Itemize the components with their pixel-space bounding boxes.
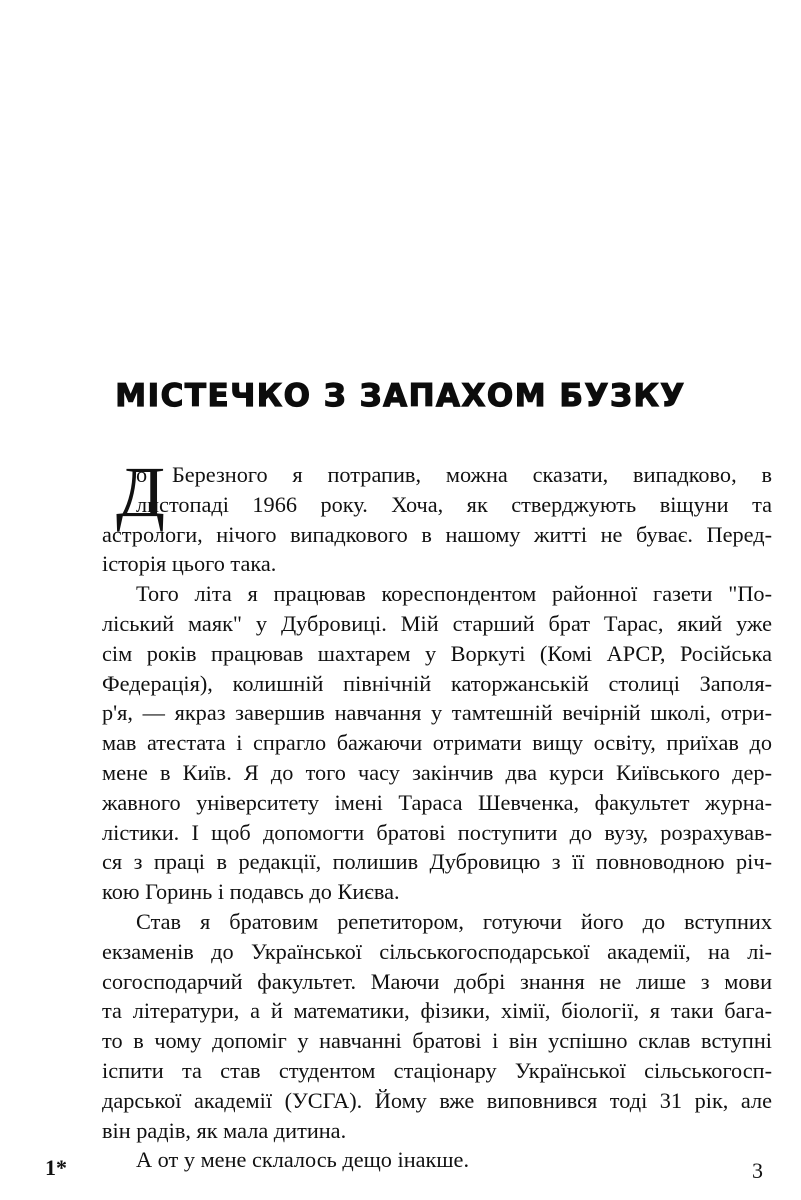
text-line: листопаді 1966 року. Хоча, як стверджують віщуни та xyxy=(136,491,772,517)
text-line: екзаменів до Української сільськогосподарської академії, на лі- xyxy=(102,938,772,964)
text-line: іспити та став студентом стаціонару Української сільськогосп- xyxy=(102,1057,772,1083)
text-line: мене в Київ. Я до того часу закінчив два курси Київського дер- xyxy=(102,759,772,785)
text-line: жавного університету імені Тараса Шевченка, факультет журна- xyxy=(102,789,772,815)
signature-mark: 1* xyxy=(45,1155,67,1180)
text-line: Став я братовим репетитором, готуючи його до вступних xyxy=(136,908,772,934)
text-line: согосподарчий факультет. Маючи добрі знання не лише з мови xyxy=(102,968,772,994)
drop-cap-letter: Д xyxy=(116,452,166,532)
text-line: лістики. І щоб допомогти братові поступити до вузу, розрахував- xyxy=(102,819,772,845)
paragraph-3 xyxy=(102,907,772,1145)
text-line: історія цього така. xyxy=(102,551,277,577)
chapter-title: МІСТЕЧКО З ЗАПАХОМ БУЗКУ xyxy=(115,378,686,414)
chapter-text xyxy=(102,452,772,1175)
text-line: та літератури, а й математики, фізики, хімії, біології, я таки бага- xyxy=(102,998,772,1024)
text-line: ся з праці в редакції, полишив Дубровицю з її повноводною річ- xyxy=(102,849,772,875)
text-line: сім років працював шахтарем у Воркуті (Комі АРСР, Російська xyxy=(102,640,772,666)
text-line: Того літа я працював кореспондентом районної газети "По- xyxy=(136,581,772,607)
text-line: кою Горинь і подавсь до Києва. xyxy=(102,879,400,905)
text-line: то в чому допоміг у навчанні братові і він успішно склав вступні xyxy=(102,1028,772,1054)
page-number: 3 xyxy=(752,1158,763,1183)
text-line: ліський маяк" у Дубровиці. Мій старший брат Тарас, який уже xyxy=(102,610,772,636)
text-line: астрологи, нічого випадкового в нашому житті не буває. Перед- xyxy=(102,521,772,547)
text-line: Федерація), колишній північній каторжанській столиці Заполя- xyxy=(102,670,772,696)
text-line: р'я, — якраз завершив навчання у тамтешній вечірній школі, отри- xyxy=(102,700,772,726)
text-line: А от у мене склалось дещо інакше. xyxy=(136,1147,470,1173)
text-line: він радів, як мала дитина. xyxy=(102,1117,347,1143)
paragraph-4 xyxy=(102,1145,772,1175)
text-line: дарської академії (УСГА). Йому вже виповнився тоді 31 рік, але xyxy=(102,1087,772,1113)
text-line: о Березного я потрапив, можна сказати, випадково, в xyxy=(136,462,772,487)
paragraph-1 xyxy=(102,452,772,579)
text-line: мав атестата і спрагло бажаючи отримати вищу освіту, приїхав до xyxy=(102,730,772,756)
paragraph-2 xyxy=(102,579,772,907)
